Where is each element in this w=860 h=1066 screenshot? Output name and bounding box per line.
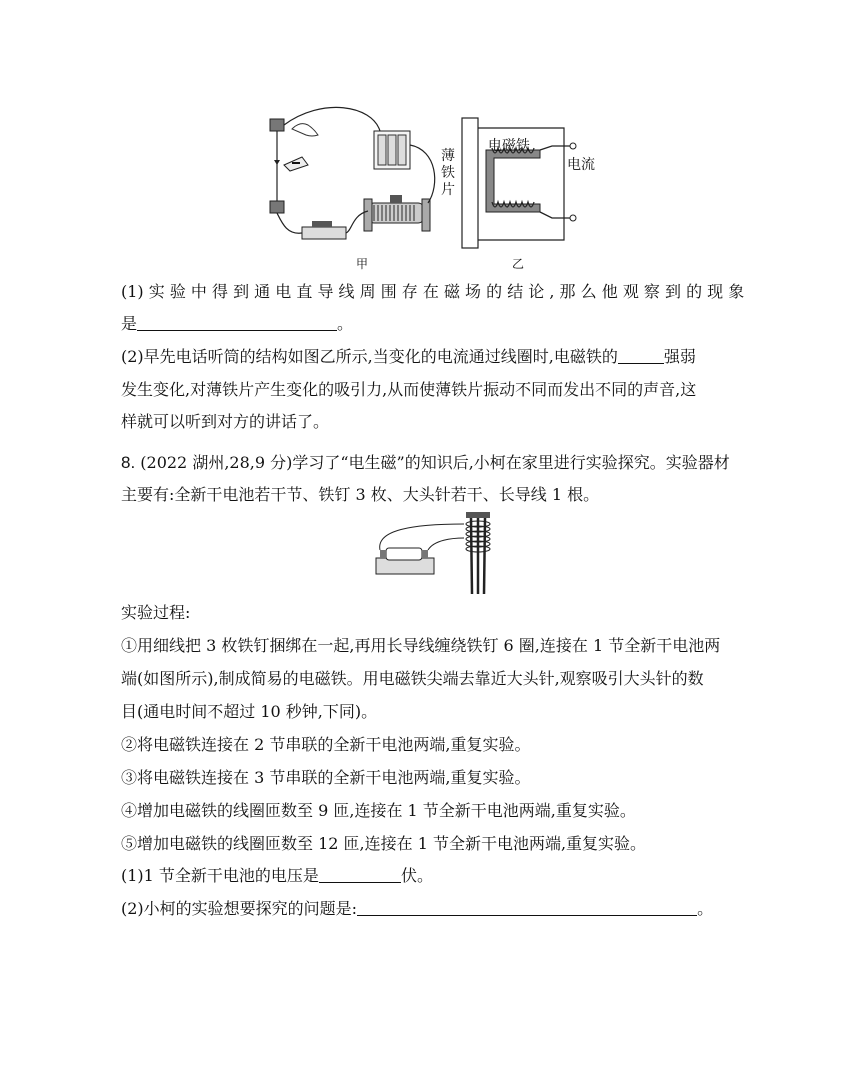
q8-sub1-answer-blank[interactable] (319, 866, 401, 883)
q7-part2-line1 (121, 347, 696, 367)
q8-sub2-prefix: (2)小柯的实验想要探究的问题是: (121, 899, 358, 918)
q8-header-line2: 主要有:全新干电池若干节、铁钉 3 枚、大头针若干、长导线 1 根。 (121, 485, 600, 504)
q7-part1-prefix: 是 (121, 314, 138, 333)
q8-sub2-suffix: 。 (697, 899, 714, 918)
q8-number: 8. (121, 453, 136, 472)
label-electromagnet: 电磁铁 (488, 138, 530, 154)
q8-sub1 (121, 866, 433, 886)
q8-sub1-prefix: (1)1 节全新干电池的电压是 (121, 866, 319, 885)
q7-part2-line3: 样就可以听到对方的讲话了。 (121, 412, 330, 431)
q8-header-line1 (121, 453, 730, 473)
q7-part2-answer-blank[interactable] (618, 347, 664, 364)
q8-step3: ③将电磁铁连接在 3 节串联的全新干电池两端,重复实验。 (121, 768, 531, 787)
q8-process-title: 实验过程: (121, 603, 191, 622)
q7-part1-suffix: 。 (337, 314, 354, 333)
q7-part2-prefix: (2)早先电话听筒的结构如图乙所示,当变化的电流通过线圈时,电磁铁的 (121, 347, 618, 366)
q8-step4: ④增加电磁铁的线圈匝数至 9 匝,连接在 1 节全新干电池两端,重复实验。 (121, 801, 636, 820)
q8-step2: ②将电磁铁连接在 2 节串联的全新干电池两端,重复实验。 (121, 735, 531, 754)
q8-intro: (2022 湖州,28,9 分)学习了“电生磁”的知识后,小柯在家里进行实验探究。实验器材 (135, 453, 730, 472)
figure-simple-electromagnet (372, 510, 502, 600)
q8-sub2-answer-blank[interactable] (357, 899, 697, 916)
label-thin-iron-plate: 薄铁片 (441, 148, 455, 198)
figure-caption-jia: 甲 (356, 257, 369, 271)
q7-part2-suffix: 强弱 (663, 347, 696, 366)
figure-oersted-apparatus (262, 105, 452, 255)
q7-part1-line1: (1) 实 验 中 得 到 通 电 直 导 线 周 围 存 在 磁 场 的 结 论 , 那 么 他 观 察 到 的 现 象 (121, 282, 745, 301)
label-current: 电流 (567, 157, 595, 173)
q8-step5: ⑤增加电磁铁的线圈匝数至 12 匝,连接在 1 节全新干电池两端,重复实验。 (121, 834, 647, 853)
q7-part1-line2 (121, 314, 353, 334)
figure-caption-yi: 乙 (512, 257, 525, 271)
q8-step1-line2: 端(如图所示),制成简易的电磁铁。用电磁铁尖端去靠近大头针,观察吸引大头针的数 (121, 669, 704, 688)
q8-sub2 (121, 899, 713, 919)
q7-part2-line2: 发生变化,对薄铁片产生变化的吸引力,从而使薄铁片振动不同而发出不同的声音,这 (121, 380, 697, 399)
q8-sub1-suffix: 伏。 (400, 866, 433, 885)
q8-step1-line1: ①用细线把 3 枚铁钉捆绑在一起,再用长导线缠绕铁钉 6 圈,连接在 1 节全新干电池两 (121, 636, 721, 655)
q8-step1-line3: 目(通电时间不超过 10 秒钟,下同)。 (121, 702, 378, 721)
q7-part1-answer-blank[interactable] (137, 314, 337, 331)
